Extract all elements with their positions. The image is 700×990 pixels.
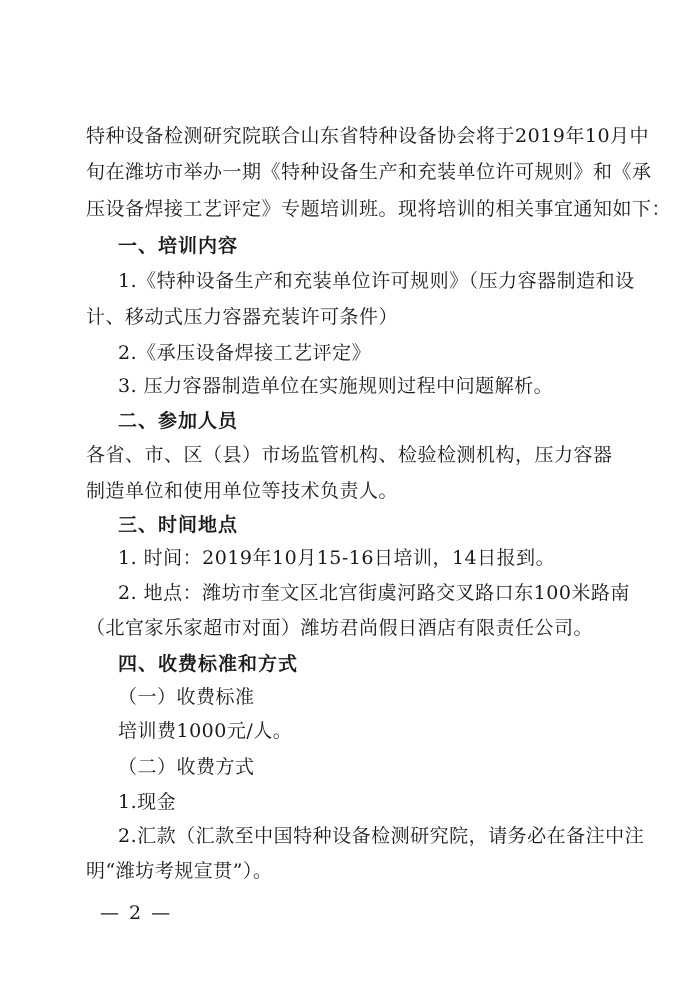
section-heading-training-content: 一、培训内容 bbox=[118, 235, 239, 257]
fee-standard-subheading: （一）收费标准 bbox=[118, 686, 255, 708]
intro-line-2: 旬在潍坊市举办一期《特种设备生产和充装单位许可规则》和《承 bbox=[86, 161, 652, 183]
time-line: 1. 时间：2019年10月15-16日培训，14日报到。 bbox=[118, 547, 556, 569]
intro-line-1: 特种设备检测研究院联合山东省特种设备协会将于2019年10月中 bbox=[86, 125, 650, 147]
fee-amount: 培训费1000元/人。 bbox=[118, 720, 293, 742]
training-item-2: 2.《承压设备焊接工艺评定》 bbox=[118, 342, 372, 364]
section-heading-time-place: 三、时间地点 bbox=[118, 514, 239, 536]
payment-method-transfer: 2.汇款（汇款至中国特种设备检测研究院，请务必在备注中注 bbox=[118, 825, 645, 847]
place-line-1: 2. 地点：潍坊市奎文区北宫街虞河路交叉路口东100米路南 bbox=[118, 582, 630, 604]
payment-method-subheading: （二）收费方式 bbox=[118, 756, 255, 778]
payment-method-cash: 1.现金 bbox=[118, 791, 177, 813]
training-item-1-continued: 计、移动式压力容器充装许可条件） bbox=[86, 306, 399, 328]
section-heading-participants: 二、参加人员 bbox=[118, 410, 239, 432]
training-item-1: 1.《特种设备生产和充装单位许可规则》（压力容器制造和设 bbox=[118, 270, 635, 292]
page-number: — 2 — bbox=[100, 902, 173, 924]
intro-line-3: 压设备焊接工艺评定》专题培训班。现将培训的相关事宜通知如下： bbox=[86, 198, 672, 220]
participants-line-1: 各省、市、区（县）市场监管机构、检验检测机构，压力容器 bbox=[86, 444, 613, 466]
section-heading-fees: 四、收费标准和方式 bbox=[118, 653, 299, 675]
participants-line-2: 制造单位和使用单位等技术负责人。 bbox=[86, 480, 399, 502]
place-line-2: （北官家乐家超市对面）潍坊君尚假日酒店有限责任公司。 bbox=[86, 617, 594, 639]
training-item-3: 3. 压力容器制造单位在实施规则过程中问题解析。 bbox=[118, 375, 554, 397]
payment-method-transfer-continued: 明“潍坊考规宣贯”）。 bbox=[86, 860, 273, 882]
